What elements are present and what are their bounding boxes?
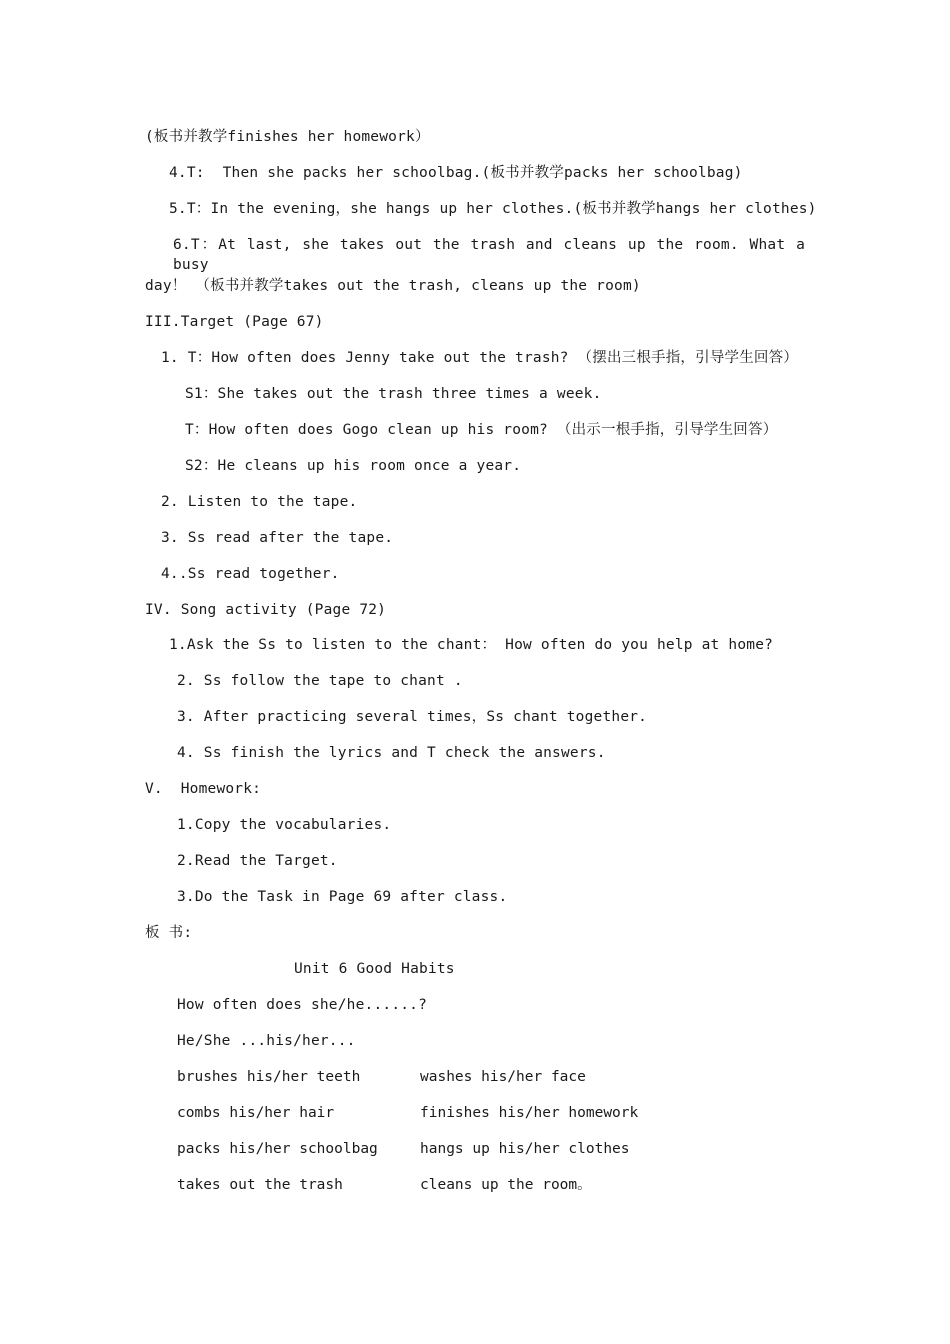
- board-phrase-right: washes his/her face: [420, 1069, 586, 1085]
- section-heading-song: IV. Song activity (Page 72): [145, 602, 387, 618]
- section-heading-target: III.Target (Page 67): [145, 314, 324, 330]
- text-line: 2. Ss follow the tape to chant .: [177, 673, 463, 689]
- board-phrase-left: combs his/her hair: [177, 1105, 335, 1121]
- text-line: 2. Listen to the tape.: [161, 494, 358, 510]
- board-phrase-left: packs his/her schoolbag: [177, 1141, 378, 1157]
- board-phrase-right: hangs up his/her clothes: [420, 1141, 630, 1157]
- text-line: S1：She takes out the trash three times a week.: [185, 386, 602, 402]
- text-line: 6.T：At last, she takes out the trash and cleans up the room. What a busy: [173, 237, 805, 273]
- text-line: 4..Ss read together.: [161, 566, 340, 582]
- text-line: 3.Do the Task in Page 69 after class.: [177, 889, 508, 905]
- text-line: How often does she/he......?: [177, 997, 428, 1013]
- section-heading-board: 板 书:: [145, 925, 193, 941]
- board-phrase-right: finishes his/her homework: [420, 1105, 639, 1121]
- text-line: 3. Ss read after the tape.: [161, 530, 394, 546]
- text-line: He/She ...his/her...: [177, 1033, 356, 1049]
- board-phrase-left: brushes his/her teeth: [177, 1069, 361, 1085]
- text-line: 2.Read the Target.: [177, 853, 338, 869]
- board-phrase-right: cleans up the room。: [420, 1177, 592, 1193]
- text-line: 1.Ask the Ss to listen to the chant： How often do you help at home?: [169, 637, 774, 653]
- text-line: S2：He cleans up his room once a year.: [185, 458, 522, 474]
- board-title: Unit 6 Good Habits: [294, 961, 455, 977]
- board-phrase-left: takes out the trash: [177, 1177, 343, 1193]
- text-line: 1. T：How often does Jenny take out the trash? （摆出三根手指，引导学生回答）: [161, 350, 799, 366]
- text-line: 1.Copy the vocabularies.: [177, 817, 392, 833]
- text-line: 3. After practicing several times，Ss chant together.: [177, 709, 648, 725]
- section-heading-homework: V. Homework:: [145, 781, 262, 797]
- text-line: 4. Ss finish the lyrics and T check the answers.: [177, 745, 606, 761]
- text-line: 4.T: Then she packs her schoolbag.(板书并教学packs her schoolbag): [169, 165, 743, 181]
- text-line: T：How often does Gogo clean up his room? （出示一根手指，引导学生回答）: [185, 422, 778, 438]
- text-line: 5.T：In the evening，she hangs up her clothes.(板书并教学hangs her clothes): [169, 201, 817, 217]
- text-line: day！ （板书并教学takes out the trash, cleans up the room): [145, 278, 641, 294]
- text-line: (板书并教学finishes her homework）: [145, 129, 430, 145]
